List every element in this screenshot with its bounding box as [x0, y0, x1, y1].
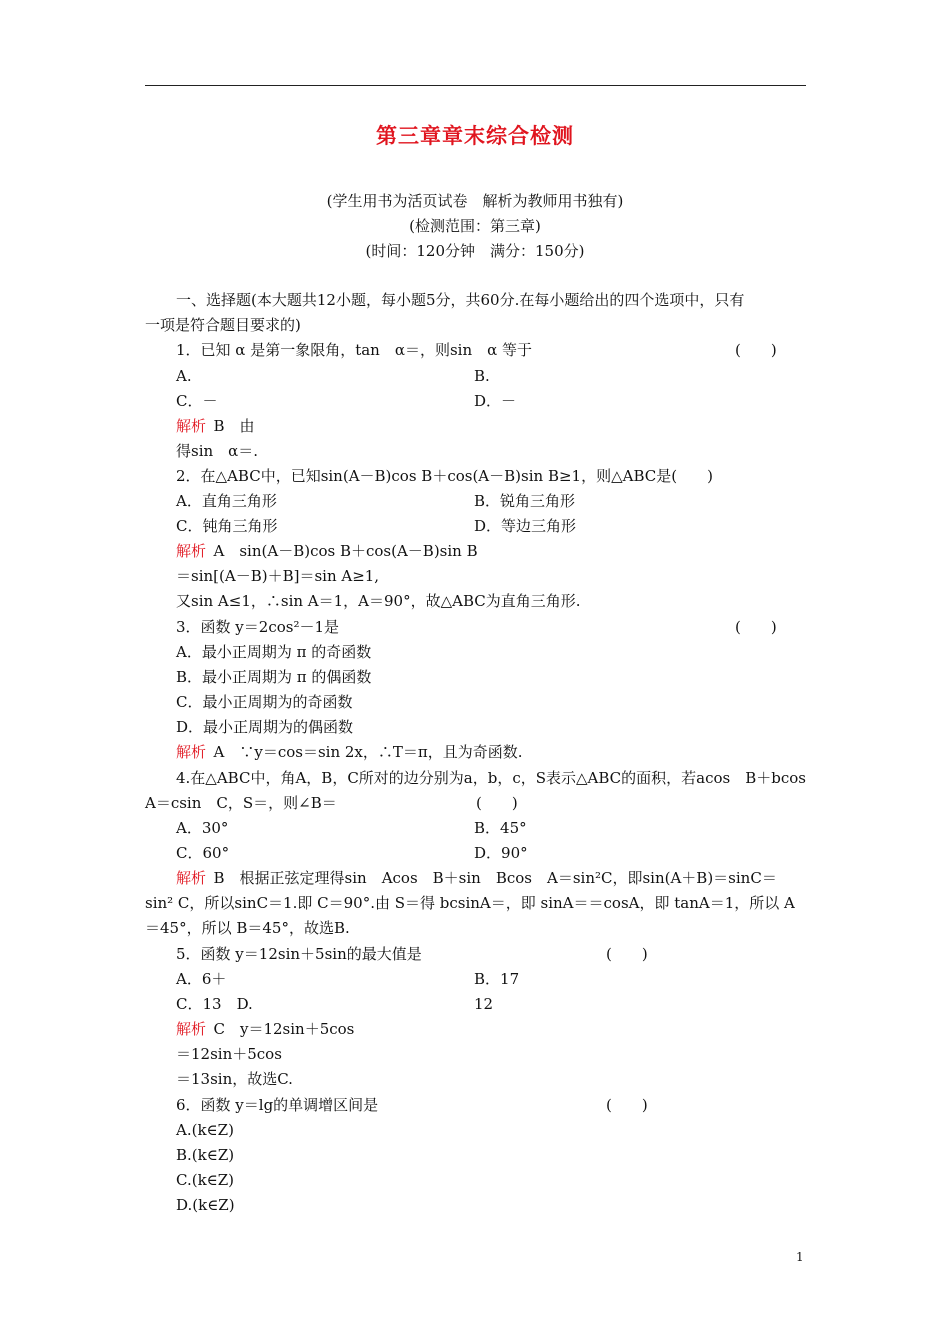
analysis-label: 解析 — [176, 743, 207, 761]
q3-option-c: C．最小正周期为的奇函数 — [176, 693, 353, 711]
analysis-label: 解析 — [176, 542, 207, 560]
q6-option-b: B.(k∈Z) — [176, 1146, 235, 1164]
q1-option-a: A. — [176, 367, 192, 385]
q1-stem: 1．已知 α 是第一象限角，tan α＝，则sin α 等于 — [176, 341, 533, 359]
q4-analysis-line-3: ＝45°，所以 B＝45°，故选B. — [145, 919, 350, 937]
q1-option-b: B. — [474, 367, 490, 385]
q3-analysis-text: A ∵y＝cos＝sin 2x，∴T＝π，且为奇函数. — [213, 743, 523, 761]
q5-analysis-text: C y＝12sin＋5cos — [213, 1020, 355, 1038]
q1-analysis-line-2: 得sin α＝. — [176, 442, 259, 460]
q5-answer-bracket: ( ) — [606, 945, 648, 963]
header-rule — [145, 85, 806, 86]
q1-option-c: C．－ — [176, 392, 218, 410]
section-heading: 一、选择题(本大题共12小题，每小题5分，共60分.在每小题给出的四个选项中，只有 — [176, 291, 745, 309]
q3-answer-bracket: ( ) — [735, 618, 777, 636]
q3-analysis — [176, 742, 523, 762]
subtitle-line-2: (检测范围：第三章) — [409, 217, 541, 235]
q2-stem: 2．在△ABC中，已知sin(A－B)cos B＋cos(A－B)sin B≥1，则△ABC是( ) — [176, 467, 713, 485]
q2-option-a: A．直角三角形 — [176, 492, 277, 510]
q6-option-c: C.(k∈Z) — [176, 1171, 235, 1189]
q5-analysis — [176, 1019, 354, 1039]
q2-option-d: D．等边三角形 — [474, 517, 577, 535]
page-number: 1 — [796, 1250, 804, 1264]
q1-analysis — [176, 416, 255, 436]
q2-analysis-line-2: ＝sin[(A－B)＋B]＝sin A≥1, — [176, 567, 380, 585]
q5-option-d: 12 — [474, 995, 494, 1013]
q2-option-b: B．锐角三角形 — [474, 492, 576, 510]
subtitle-line-3: (时间：120分钟 满分：150分) — [365, 242, 585, 260]
q5-analysis-line-2: ＝12sin＋5cos — [176, 1045, 282, 1063]
q3-option-b: B．最小正周期为 π 的偶函数 — [176, 668, 372, 686]
q4-stem-cont: A＝csin C，S＝，则∠B＝ — [145, 794, 337, 812]
subtitle-line-1: (学生用书为活页试卷 解析为教师用书独有) — [326, 192, 624, 210]
q2-analysis — [176, 541, 478, 561]
q6-stem: 6．函数 y＝lg的单调增区间是 — [176, 1096, 379, 1114]
analysis-label: 解析 — [176, 417, 207, 435]
q1-answer-bracket: ( ) — [735, 341, 777, 359]
q2-analysis-text: A sin(A－B)cos B＋cos(A－B)sin B — [213, 542, 478, 560]
q4-stem: 4.在△ABC中，角A，B，C所对的边分别为a，b，c，S表示△ABC的面积，若acos B＋bcos — [176, 769, 806, 787]
q5-option-a: A．6＋ — [176, 970, 227, 988]
section-heading-cont: 一项是符合题目要求的) — [145, 316, 301, 334]
q4-analysis-text: B 根据正弦定理得sin Acos B＋sin Bcos A＝sin²C，即sin(A＋B)＝sinC＝ — [213, 869, 777, 887]
analysis-label: 解析 — [176, 869, 207, 887]
q6-option-a: A.(k∈Z) — [176, 1121, 234, 1139]
q4-option-c: C．60° — [176, 844, 230, 862]
q4-option-b: B．45° — [474, 819, 527, 837]
q5-option-b: B．17 — [474, 970, 520, 988]
q3-stem: 3．函数 y＝2cos²－1是 — [176, 618, 340, 636]
q4-analysis-line-2: sin² C，所以sinC＝1.即 C＝90°.由 S＝得 bcsinA＝，即 sinA＝＝cosA，即 tanA＝1，所以 A — [145, 894, 795, 912]
q2-option-c: C．钝角三角形 — [176, 517, 278, 535]
q4-analysis — [176, 868, 777, 888]
q5-analysis-line-3: ＝13sin，故选C. — [176, 1070, 293, 1088]
q4-answer-bracket: ( ) — [476, 794, 518, 812]
q1-analysis-text: B 由 — [213, 417, 255, 435]
analysis-label: 解析 — [176, 1020, 207, 1038]
q1-option-d: D．－ — [474, 392, 517, 410]
q3-option-a: A．最小正周期为 π 的奇函数 — [176, 643, 372, 661]
q4-option-a: A．30° — [176, 819, 229, 837]
page-title: 第三章章末综合检测 — [376, 123, 574, 148]
q5-stem: 5．函数 y＝12sin＋5sin的最大值是 — [176, 945, 422, 963]
q3-option-d: D．最小正周期为的偶函数 — [176, 718, 354, 736]
q2-analysis-line-3: 又sin A≤1，∴sin A＝1，A＝90°，故△ABC为直角三角形. — [176, 592, 581, 610]
q6-answer-bracket: ( ) — [606, 1096, 648, 1114]
q4-option-d: D．90° — [474, 844, 528, 862]
q6-option-d: D.(k∈Z) — [176, 1196, 235, 1214]
q5-option-c: C．13 D. — [176, 995, 253, 1013]
